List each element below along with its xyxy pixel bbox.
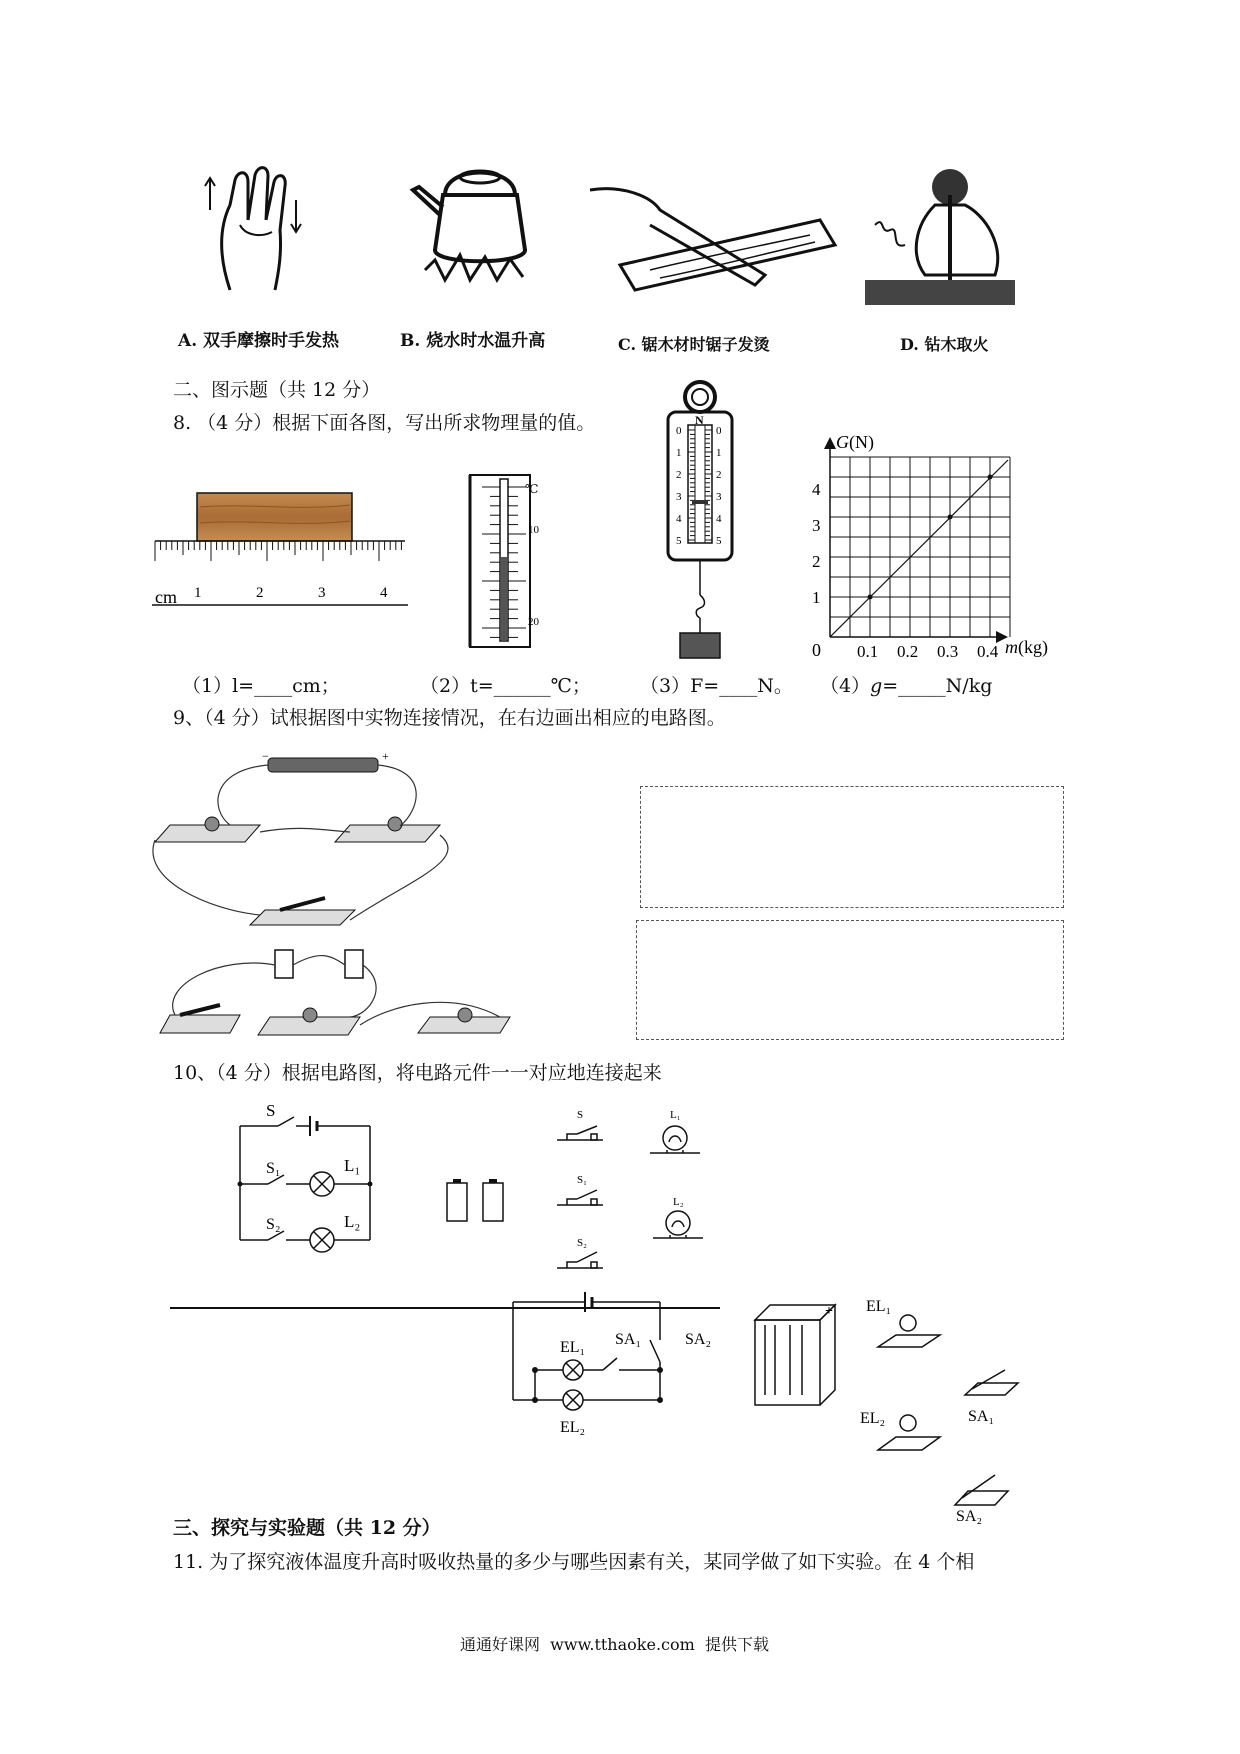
graph-ytick-1: 1: [812, 588, 821, 607]
scale-label-r-3: 3: [716, 491, 722, 503]
scale-label-r-1: 1: [716, 447, 722, 459]
footer-source: 通通好课网 www.tthaoke.com 提供下载: [460, 1635, 769, 1654]
section3-title: 三、探究与实验题（共 12 分）: [173, 1517, 441, 1539]
d1-label-s2: S₂: [266, 1216, 281, 1233]
answer-length: （1）l=____cm；: [182, 675, 340, 697]
battery-plus: +: [382, 749, 389, 763]
part2-plus: +: [825, 1304, 833, 1319]
scale-label-l-5: 5: [676, 535, 682, 547]
svg-text:m(kg): [1005, 637, 1048, 658]
graph-origin: 0: [812, 640, 821, 660]
q11-stem: 11. 为了探究液体温度升高时吸收热量的多少与哪些因素有关，某同学做了如下实验。在 4 个相: [173, 1551, 975, 1573]
part1-s2: S₂: [577, 1237, 587, 1249]
g-m-graph: [800, 430, 1070, 660]
answer-box-top[interactable]: [640, 786, 1064, 908]
part1-l2: L₂: [673, 1196, 684, 1208]
scale-label-r-4: 4: [716, 513, 722, 525]
answer-temperature: （2）t=______℃；: [420, 675, 591, 697]
graph-xlabel-var: m: [1005, 637, 1018, 657]
components-2: [750, 1295, 1030, 1525]
caption-a: A. 双手摩擦时手发热: [178, 331, 340, 351]
ruler-tick-3: 3: [318, 585, 326, 601]
caption-d: D. 钻木取火: [900, 335, 989, 354]
graph-ytick-4: 4: [812, 480, 821, 499]
d1-label-s1: S₁: [266, 1160, 281, 1177]
graph-xtick-4: 0.4: [977, 642, 999, 661]
graph-ylabel-unit: (N): [849, 432, 874, 452]
circuit-diagram-2: [505, 1272, 725, 1436]
part2-sa1: SA₁: [968, 1408, 995, 1425]
caption-b: B. 烧水时水温升高: [400, 331, 546, 351]
graph-xlabel-unit: (kg): [1018, 637, 1048, 657]
drilling-fire-illustration: [855, 165, 1025, 315]
scale-label-r-2: 2: [716, 469, 722, 481]
part2-el1: EL₁: [866, 1298, 892, 1315]
d2-label-el2: EL₂: [560, 1419, 586, 1436]
thermometer-figure: [470, 475, 550, 655]
d2-label-el1: EL₁: [560, 1339, 586, 1356]
ruler-figure: [150, 485, 410, 610]
thermo-unit: ℃: [525, 482, 539, 496]
thermo-tick-10: 10: [528, 524, 539, 536]
d1-label-l1: L₁: [344, 1156, 361, 1175]
graph-ytick-2: 2: [812, 552, 821, 571]
scale-label-l-3: 3: [676, 491, 682, 503]
part1-s1: S₁: [577, 1174, 587, 1186]
circuit-photo-top: [150, 750, 600, 930]
scale-label-l-4: 4: [676, 513, 682, 525]
d1-label-l2: L₂: [344, 1212, 361, 1231]
answer-box-bottom[interactable]: [636, 920, 1064, 1040]
answer-g: [820, 671, 992, 698]
graph-ytick-3: 3: [812, 516, 821, 535]
answer-force: （3）F=____N。: [640, 675, 793, 697]
section2-title: 二、图示题（共 12 分）: [173, 379, 381, 401]
part2-sa2: SA₂: [956, 1508, 983, 1525]
components-1: [555, 1098, 725, 1283]
circuit-photo-bottom: [160, 945, 600, 1040]
sawing-wood-illustration: [590, 180, 840, 305]
d2-label-sa2: SA₂: [685, 1331, 712, 1348]
caption-c: C. 锯木材时锯子发烫: [618, 335, 770, 354]
spring-scale-figure: [650, 380, 750, 660]
scale-label-r-0: 0: [716, 425, 722, 437]
q10-stem: 10、（4 分）根据电路图，将电路元件一一对应地连接起来: [173, 1062, 662, 1084]
ruler-unit: cm: [155, 587, 177, 607]
circuit-diagram-1: [230, 1100, 390, 1250]
kettle-illustration: [405, 155, 545, 295]
thermo-tick-20: 20: [528, 616, 539, 628]
answer-g-num: （4）: [820, 675, 871, 697]
hands-rubbing-illustration: [200, 160, 310, 295]
batteries-1: [445, 1178, 515, 1223]
part1-s: S: [577, 1109, 584, 1121]
answer-g-blank: =_____N/kg: [882, 675, 993, 697]
battery-minus: −: [262, 749, 269, 763]
ruler-tick-2: 2: [256, 585, 264, 601]
ruler-tick-4: 4: [380, 585, 388, 601]
part2-el2: EL₂: [860, 1410, 886, 1427]
ruler-tick-1: 1: [194, 585, 202, 601]
scale-label-l-0: 0: [676, 425, 682, 437]
d2-label-sa1: SA₁: [615, 1331, 642, 1348]
scale-label-l-1: 1: [676, 447, 682, 459]
graph-xtick-1: 0.1: [857, 642, 879, 661]
scale-unit: N: [695, 413, 704, 427]
graph-xtick-3: 0.3: [937, 642, 959, 661]
d1-label-s: S: [266, 1101, 276, 1120]
graph-xtick-2: 0.2: [897, 642, 919, 661]
part1-l1: L₁: [670, 1109, 681, 1121]
svg-text:G(N): [836, 432, 874, 453]
q8-stem: 8. （4 分）根据下面各图，写出所求物理量的值。: [173, 412, 596, 434]
q9-stem: 9、（4 分）试根据图中实物连接情况，在右边画出相应的电路图。: [173, 707, 726, 729]
graph-ylabel-var: G: [836, 432, 849, 452]
answer-g-var: g: [870, 675, 883, 697]
scale-label-l-2: 2: [676, 469, 682, 481]
scale-label-r-5: 5: [716, 535, 722, 547]
